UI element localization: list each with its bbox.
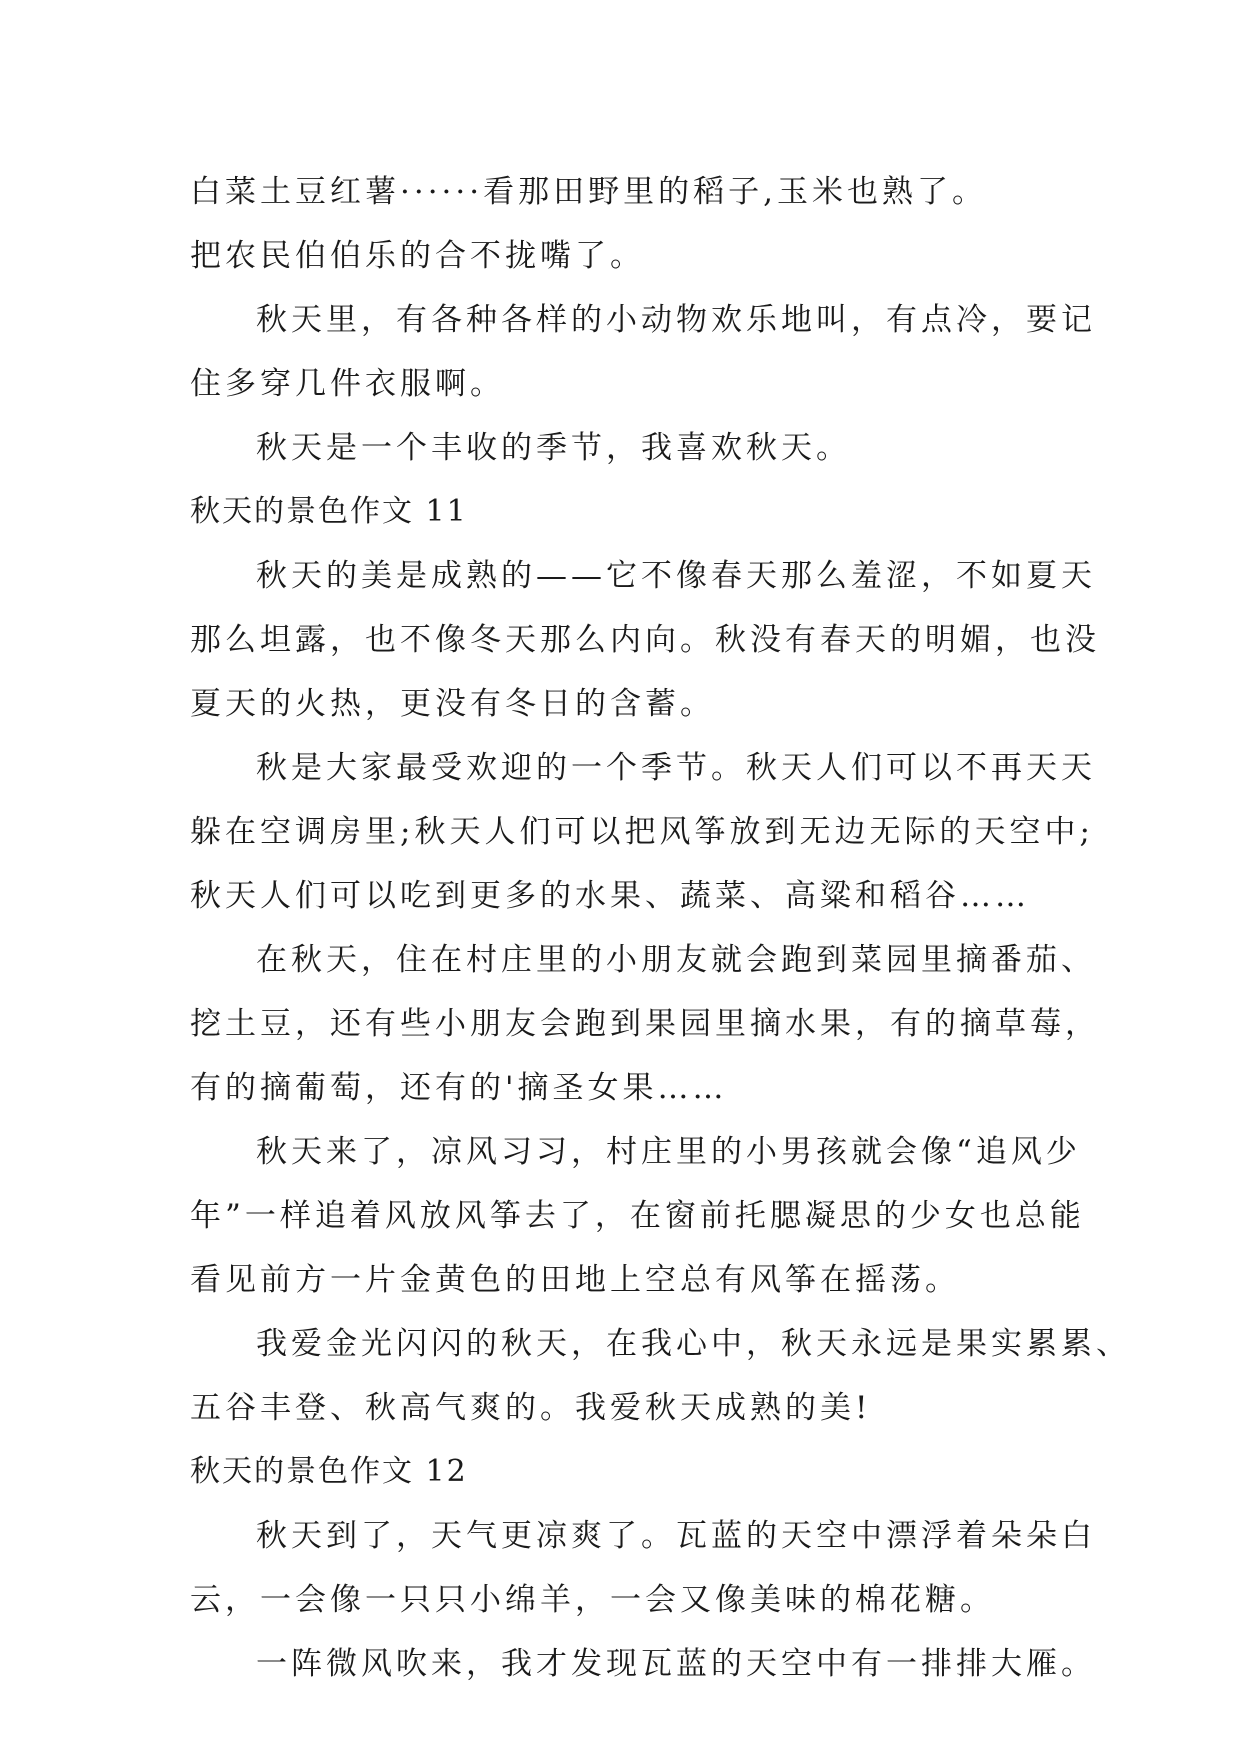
paragraph-start-line: 秋天是一个丰收的季节，我喜欢秋天。 [256,430,851,466]
text-line: 秋天人们可以吃到更多的水果、蔬菜、高粱和稻谷…… [190,878,1030,914]
paragraph-start-line: 秋天的美是成熟的——它不像春天那么羞涩，不如夏天 [256,558,1096,594]
text-line: 白菜土豆红薯······看那田野里的稻子,玉米也熟了。 [190,174,987,210]
essay-title-12: 秋天的景色作文 12 [190,1454,468,1489]
paragraph-start-line: 一阵微风吹来，我才发现瓦蓝的天空中有一排排大雁。 [256,1646,1096,1682]
document-page [190,160,1131,1696]
text-line: 五谷丰登、秋高气爽的。我爱秋天成熟的美! [190,1390,872,1426]
paragraph-start-line: 秋天来了，凉风习习，村庄里的小男孩就会像“追风少 [256,1134,1081,1170]
text-line: 挖土豆，还有些小朋友会跑到果园里摘水果，有的摘草莓， [190,1006,1100,1042]
text-line: 年”一样追着风放风筝去了，在窗前托腮凝思的少女也总能 [190,1198,1085,1234]
text-line: 有的摘葡萄，还有的'摘圣女果…… [190,1070,728,1106]
text-line: 看见前方一片金黄色的田地上空总有风筝在摇荡。 [190,1262,960,1298]
paragraph-start-line: 秋天里，有各种各样的小动物欢乐地叫，有点冷，要记 [256,302,1096,338]
text-line: 把农民伯伯乐的合不拢嘴了。 [190,238,645,274]
paragraph-start-line: 秋天到了，天气更凉爽了。瓦蓝的天空中漂浮着朵朵白 [256,1518,1096,1554]
paragraph-start-line: 在秋天，住在村庄里的小朋友就会跑到菜园里摘番茄、 [256,942,1096,978]
essay-title-11: 秋天的景色作文 11 [190,494,468,529]
paragraph-start-line: 我爱金光闪闪的秋天，在我心中，秋天永远是果实累累、 [256,1326,1131,1362]
text-line: 那么坦露，也不像冬天那么内向。秋没有春天的明媚，也没 [190,622,1100,658]
text-line: 夏天的火热，更没有冬日的含蓄。 [190,686,715,722]
text-line: 云，一会像一只只小绵羊，一会又像美味的棉花糖。 [190,1582,995,1618]
text-line: 躲在空调房里;秋天人们可以把风筝放到无边无际的天空中; [190,814,1094,850]
text-line: 住多穿几件衣服啊。 [190,366,505,402]
paragraph-start-line: 秋是大家最受欢迎的一个季节。秋天人们可以不再天天 [256,750,1096,786]
